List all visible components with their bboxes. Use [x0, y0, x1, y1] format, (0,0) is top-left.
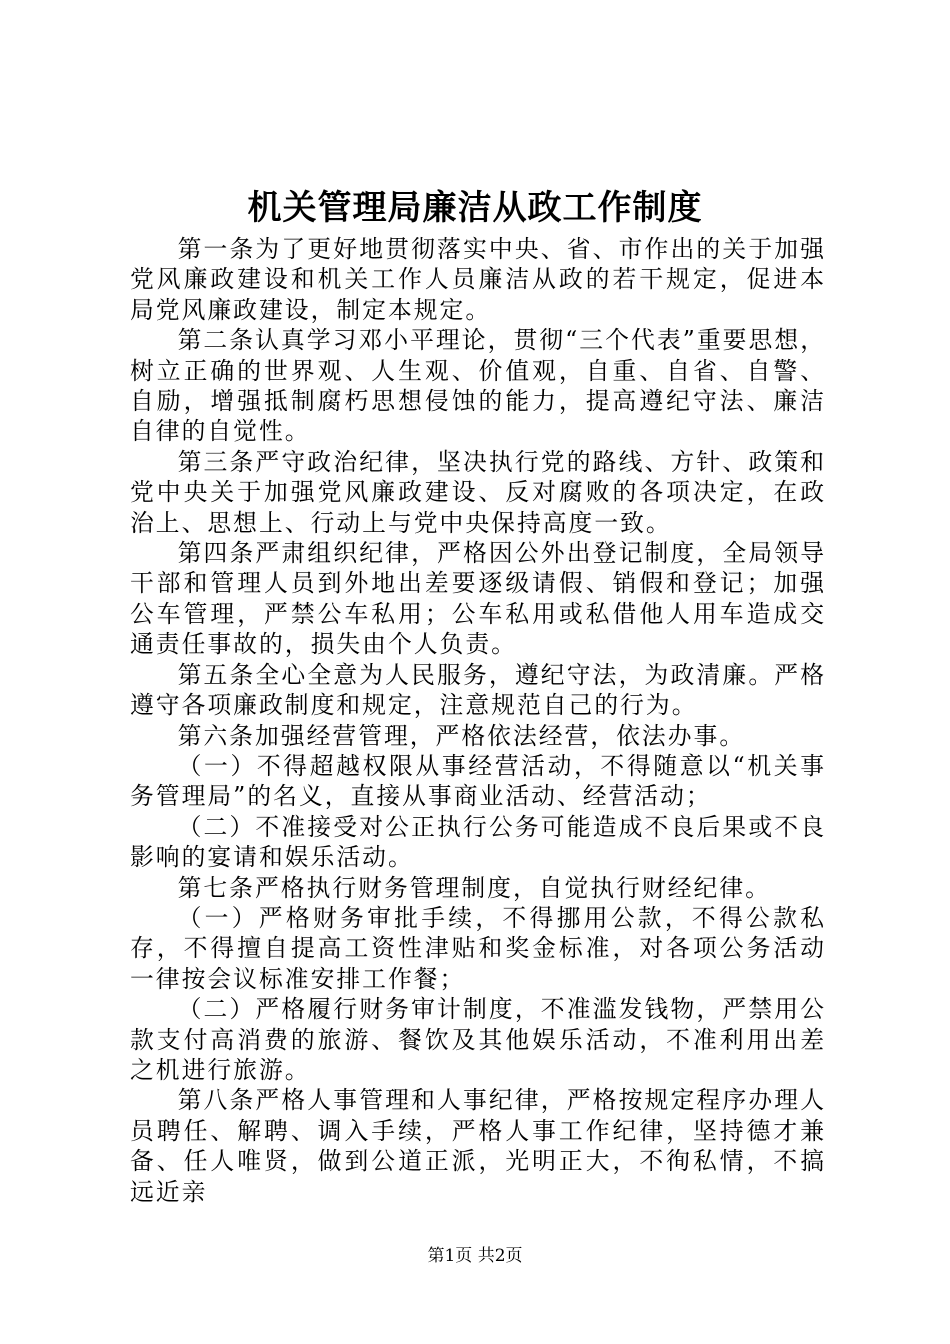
paragraph-4: 第四条严肃组织纪律，严格因公外出登记制度，全局领导干部和管理人员到外地出差要逐级请假、销假和登记；加强公车管理，严禁公车私用；公车私用或私借他人用车造成交通责任事故的，损失由个人负责。: [130, 539, 826, 659]
paragraph-7-item-2: （二）严格履行财务审计制度，不准滥发钱物，严禁用公款支付高消费的旅游、餐饮及其他娱乐活动，不准利用出差之机进行旅游。: [130, 995, 826, 1084]
document-body: [130, 234, 826, 1207]
paragraph-1: 第一条为了更好地贯彻落实中央、省、市作出的关于加强党风廉政建设和机关工作人员廉洁从政的若干规定，促进本局党风廉政建设，制定本规定。: [130, 235, 826, 324]
paragraph-6-item-1: （一）不得超越权限从事经营活动，不得随意以“机关事务管理局”的名义，直接从事商业活动、经营活动；: [130, 751, 826, 811]
paragraph-5: 第五条全心全意为人民服务，遵纪守法，为政清廉。严格遵守各项廉政制度和规定，注意规范自己的行为。: [130, 660, 826, 720]
paragraph-7-item-1: （一）严格财务审批手续，不得挪用公款，不得公款私存，不得擅自提高工资性津贴和奖金标准，对各项公务活动一律按会议标准安排工作餐；: [130, 903, 826, 993]
paragraph-3: 第三条严守政治纪律，坚决执行党的路线、方针、政策和党中央关于加强党风廉政建设、反对腐败的各项决定，在政治上、思想上、行动上与党中央保持高度一致。: [130, 447, 826, 537]
paragraph-6: 第六条加强经营管理，严格依法经营，依法办事。: [177, 721, 746, 750]
paragraph-8: 第八条严格人事管理和人事纪律，严格按规定程序办理人员聘任、解聘、调入手续，严格人事工作纪律，坚持德才兼备、任人唯贤，做到公道正派，光明正大，不徇私情，不搞远近亲: [130, 1086, 826, 1206]
page-number-footer: 第1页 共2页: [427, 1246, 523, 1266]
paragraph-7: 第七条严格执行财务管理制度，自觉执行财经纪律。: [177, 873, 771, 902]
document-title: 机关管理局廉洁从政工作制度: [247, 188, 703, 228]
paragraph-6-item-2: （二）不准接受对公正执行公务可能造成不良后果或不良影响的宴请和娱乐活动。: [130, 812, 826, 872]
paragraph-2: 第二条认真学习邓小平理论，贯彻“三个代表”重要思想，树立正确的世界观、人生观、价值观，自重、自省、自警、自励，增强抵制腐朽思想侵蚀的能力，提高遵纪守法、廉洁自律的自觉性。: [130, 326, 826, 446]
